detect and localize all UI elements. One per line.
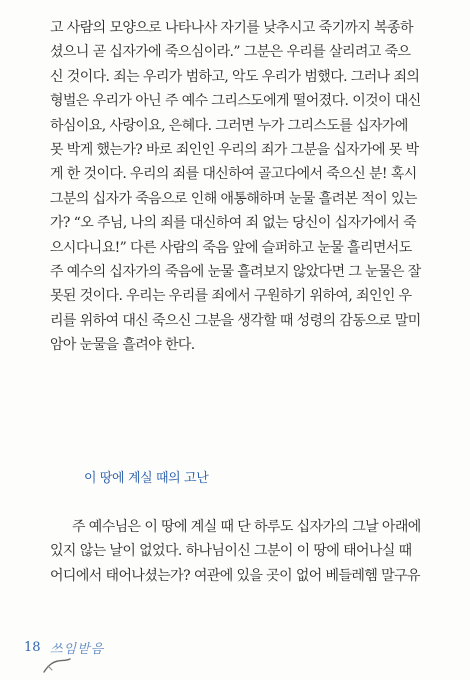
text-line: 암아 눈물을 흘려야 한다. <box>50 337 195 354</box>
text-line: 게 한 것이다. 우리의 죄를 대신하여 골고다에서 죽으신 분! 혹시 <box>50 166 417 183</box>
text-line: 하심이요, 사랑이요, 은혜다. 그러면 누가 그리스도를 십자가에 <box>50 117 408 134</box>
text-line: 못된 것이다. 우리는 우리를 죄에서 구원하기 위하여, 죄인인 우 <box>50 288 412 305</box>
text-line: 못 박게 했는가? 바로 죄인인 우리의 죄가 그분을 십자가에 못 박 <box>50 141 419 158</box>
text-line: 으시다니요!” 다른 사람의 죽음 앞에 슬퍼하고 눈물 흘리면서도 <box>50 239 412 256</box>
text-line: 가? “오 주님, 나의 죄를 대신하여 죄 없는 당신이 십자가에서 죽 <box>50 215 416 232</box>
text-line: 리를 위하여 대신 죽으신 그분을 생각할 때 성령의 감동으로 말미 <box>50 312 421 329</box>
text-line: 신 것이다. 죄는 우리가 범하고, 악도 우리가 범했다. 그러나 죄의 <box>50 68 420 85</box>
text-line: 고 사람의 모양으로 나타나사 자기를 낮추시고 죽기까지 복종하 <box>50 20 413 36</box>
text-line: 그분의 십자가 죽음으로 인해 애통해하며 눈물 흘려본 적이 있는 <box>50 190 417 207</box>
pen-flourish-icon <box>40 652 80 674</box>
page-footer <box>24 640 144 676</box>
text-line: 형벌은 우리가 아닌 주 예수 그리스도에게 떨어졌다. 이것이 대신 <box>50 93 421 110</box>
paragraph-body-2 <box>50 515 445 588</box>
page-number: 18 <box>24 640 41 655</box>
running-title: 쓰임받음 <box>50 642 105 657</box>
text-line: 어디에서 태어나셨는가? 여관에 있을 곳이 없어 베들레헴 말구유 <box>50 567 420 584</box>
section-heading: 이 땅에 계실 때의 고난 <box>84 471 209 486</box>
text-line: 주 예수님은 이 땅에 계실 때 단 하루도 십자가의 그날 아래에 <box>72 519 421 535</box>
paragraph-body-1 <box>50 16 445 357</box>
text-line: 셨으니 곧 십자가에 죽으심이라.” 그분은 우리를 살리려고 죽으 <box>50 44 411 61</box>
text-line: 있지 않는 날이 없었다. 하나님이신 그분이 이 땅에 태어나실 때 <box>50 543 412 560</box>
text-line: 주 예수의 십자가의 죽음에 눈물 흘려보지 않았다면 그 눈물은 잘 <box>50 263 421 280</box>
